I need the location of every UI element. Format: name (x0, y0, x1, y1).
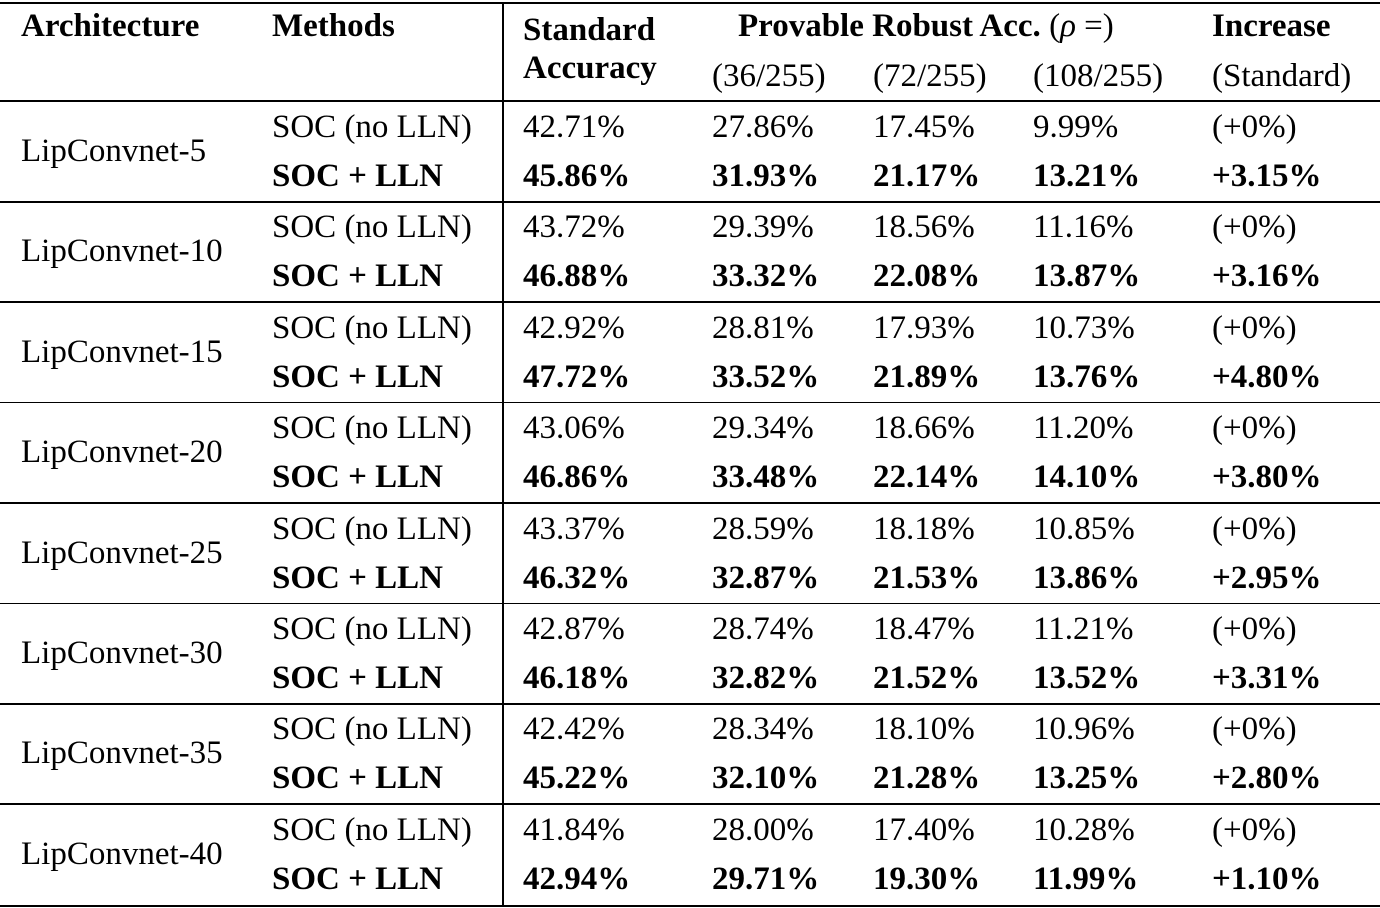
value-lln-increase: +2.95% (1212, 559, 1322, 596)
value-baseline-r36: 28.00% (712, 811, 814, 848)
method-baseline: SOC (no LLN) (272, 811, 472, 848)
value-lln-r108: 13.76% (1033, 358, 1141, 395)
method-lln: SOC + LLN (272, 860, 444, 897)
value-baseline-r72: 17.45% (873, 109, 975, 145)
value-baseline-standard: 43.72% (523, 209, 625, 246)
header-increase: Increase (1212, 8, 1331, 44)
method-lln: SOC + LLN (272, 459, 444, 496)
group-separator (0, 703, 1380, 705)
value-lln-r72: 21.89% (873, 358, 981, 395)
value-lln-increase: +4.80% (1212, 358, 1322, 395)
value-baseline-r72: 18.66% (873, 410, 975, 447)
header-eps-36: (36/255) (712, 58, 826, 94)
value-baseline-r72: 18.47% (873, 611, 975, 647)
value-baseline-standard: 41.84% (523, 811, 625, 848)
value-baseline-increase: (+0%) (1212, 811, 1297, 848)
architecture-label: LipConvnet-15 (21, 333, 223, 370)
value-lln-standard: 46.18% (523, 660, 631, 696)
method-baseline: SOC (no LLN) (272, 209, 472, 246)
value-baseline-standard: 42.42% (523, 711, 625, 748)
value-lln-increase: +1.10% (1212, 860, 1322, 897)
value-lln-r36: 29.71% (712, 860, 820, 897)
value-lln-standard: 42.94% (523, 860, 631, 897)
header-architecture: Architecture (21, 8, 200, 44)
value-lln-r108: 14.10% (1033, 459, 1141, 496)
value-baseline-r108: 11.20% (1033, 410, 1134, 447)
architecture-label: LipConvnet-5 (21, 133, 207, 169)
value-baseline-increase: (+0%) (1212, 611, 1297, 647)
value-lln-increase: +3.80% (1212, 459, 1322, 496)
header-eps-72: (72/255) (873, 58, 987, 94)
value-baseline-r72: 18.10% (873, 711, 975, 748)
value-baseline-increase: (+0%) (1212, 109, 1297, 145)
header-provable-robust (738, 6, 1114, 46)
method-lln: SOC + LLN (272, 559, 444, 596)
value-baseline-r108: 9.99% (1033, 109, 1119, 145)
value-baseline-r72: 18.18% (873, 510, 975, 547)
group-separator (0, 301, 1380, 303)
value-lln-r36: 33.48% (712, 459, 820, 496)
value-baseline-r108: 11.16% (1033, 209, 1134, 246)
value-baseline-r108: 10.96% (1033, 711, 1135, 748)
value-baseline-standard: 42.71% (523, 109, 625, 145)
paren-close: =) (1075, 8, 1114, 44)
header-methods: Methods (272, 8, 395, 44)
value-baseline-r108: 10.73% (1033, 309, 1135, 346)
value-baseline-r36: 27.86% (712, 109, 814, 145)
method-baseline: SOC (no LLN) (272, 510, 472, 547)
method-lln: SOC + LLN (272, 660, 444, 696)
value-lln-r36: 32.87% (712, 559, 820, 596)
value-lln-r72: 22.08% (873, 258, 981, 295)
value-lln-increase: +3.16% (1212, 258, 1322, 295)
rho-symbol: ρ (1060, 8, 1076, 44)
architecture-label: LipConvnet-35 (21, 735, 223, 772)
method-lln: SOC + LLN (272, 358, 444, 395)
column-divider (502, 3, 504, 905)
architecture-label: LipConvnet-10 (21, 233, 223, 270)
value-lln-r108: 11.99% (1033, 860, 1139, 897)
value-baseline-standard: 43.06% (523, 410, 625, 447)
architecture-label: LipConvnet-25 (21, 534, 223, 571)
value-lln-increase: +3.31% (1212, 660, 1322, 696)
paren-open: ( (1049, 8, 1061, 44)
value-baseline-r72: 18.56% (873, 209, 975, 246)
top-rule (0, 2, 1380, 4)
header-standard-line1: Standard (523, 12, 656, 48)
group-separator (0, 402, 1380, 404)
value-lln-standard: 45.86% (523, 158, 631, 194)
value-baseline-standard: 42.87% (523, 611, 625, 647)
value-baseline-r72: 17.93% (873, 309, 975, 346)
bottom-rule (0, 905, 1380, 907)
value-baseline-r36: 28.81% (712, 309, 814, 346)
value-lln-r72: 21.53% (873, 559, 981, 596)
value-baseline-r108: 10.28% (1033, 811, 1135, 848)
value-baseline-increase: (+0%) (1212, 711, 1297, 748)
architecture-label: LipConvnet-30 (21, 635, 223, 671)
method-lln: SOC + LLN (272, 258, 444, 295)
group-separator (0, 502, 1380, 504)
value-lln-standard: 46.86% (523, 459, 631, 496)
value-lln-r72: 21.28% (873, 760, 981, 797)
value-lln-r36: 32.10% (712, 760, 820, 797)
method-baseline: SOC (no LLN) (272, 711, 472, 748)
value-lln-standard: 46.32% (523, 559, 631, 596)
value-baseline-standard: 43.37% (523, 510, 625, 547)
method-baseline: SOC (no LLN) (272, 309, 472, 346)
architecture-label: LipConvnet-20 (21, 434, 223, 471)
value-baseline-increase: (+0%) (1212, 309, 1297, 346)
value-lln-r108: 13.25% (1033, 760, 1141, 797)
header-eps-108: (108/255) (1033, 58, 1164, 94)
value-lln-r72: 19.30% (873, 860, 981, 897)
value-baseline-increase: (+0%) (1212, 410, 1297, 447)
value-lln-r36: 33.52% (712, 358, 820, 395)
header-rule (0, 100, 1380, 102)
value-lln-standard: 45.22% (523, 760, 631, 797)
value-baseline-r36: 28.74% (712, 611, 814, 647)
value-baseline-r36: 28.34% (712, 711, 814, 748)
value-lln-r36: 32.82% (712, 660, 820, 696)
architecture-label: LipConvnet-40 (21, 835, 223, 872)
header-increase-sub: (Standard) (1212, 58, 1352, 94)
value-baseline-r36: 28.59% (712, 510, 814, 547)
value-lln-increase: +2.80% (1212, 760, 1322, 797)
header-standard-line2: Accuracy (523, 50, 657, 86)
value-lln-increase: +3.15% (1212, 158, 1322, 194)
method-baseline: SOC (no LLN) (272, 611, 472, 647)
value-lln-r36: 33.32% (712, 258, 820, 295)
value-baseline-standard: 42.92% (523, 309, 625, 346)
method-lln: SOC + LLN (272, 760, 444, 797)
value-baseline-r108: 10.85% (1033, 510, 1135, 547)
value-baseline-r108: 11.21% (1033, 611, 1134, 647)
group-separator (0, 603, 1380, 605)
value-lln-r108: 13.52% (1033, 660, 1141, 696)
value-lln-r72: 21.52% (873, 660, 981, 696)
value-baseline-r36: 29.34% (712, 410, 814, 447)
value-lln-r72: 22.14% (873, 459, 981, 496)
value-lln-r108: 13.87% (1033, 258, 1141, 295)
value-lln-r36: 31.93% (712, 158, 820, 194)
value-lln-r108: 13.21% (1033, 158, 1141, 194)
method-baseline: SOC (no LLN) (272, 109, 472, 145)
value-lln-r108: 13.86% (1033, 559, 1141, 596)
value-baseline-r36: 29.39% (712, 209, 814, 246)
value-baseline-increase: (+0%) (1212, 209, 1297, 246)
value-lln-r72: 21.17% (873, 158, 981, 194)
value-baseline-r72: 17.40% (873, 811, 975, 848)
group-separator (0, 201, 1380, 203)
method-lln: SOC + LLN (272, 158, 444, 194)
value-baseline-increase: (+0%) (1212, 510, 1297, 547)
group-separator (0, 803, 1380, 805)
header-provable-label: Provable Robust Acc. (738, 8, 1041, 44)
value-lln-standard: 46.88% (523, 258, 631, 295)
value-lln-standard: 47.72% (523, 358, 631, 395)
method-baseline: SOC (no LLN) (272, 410, 472, 447)
